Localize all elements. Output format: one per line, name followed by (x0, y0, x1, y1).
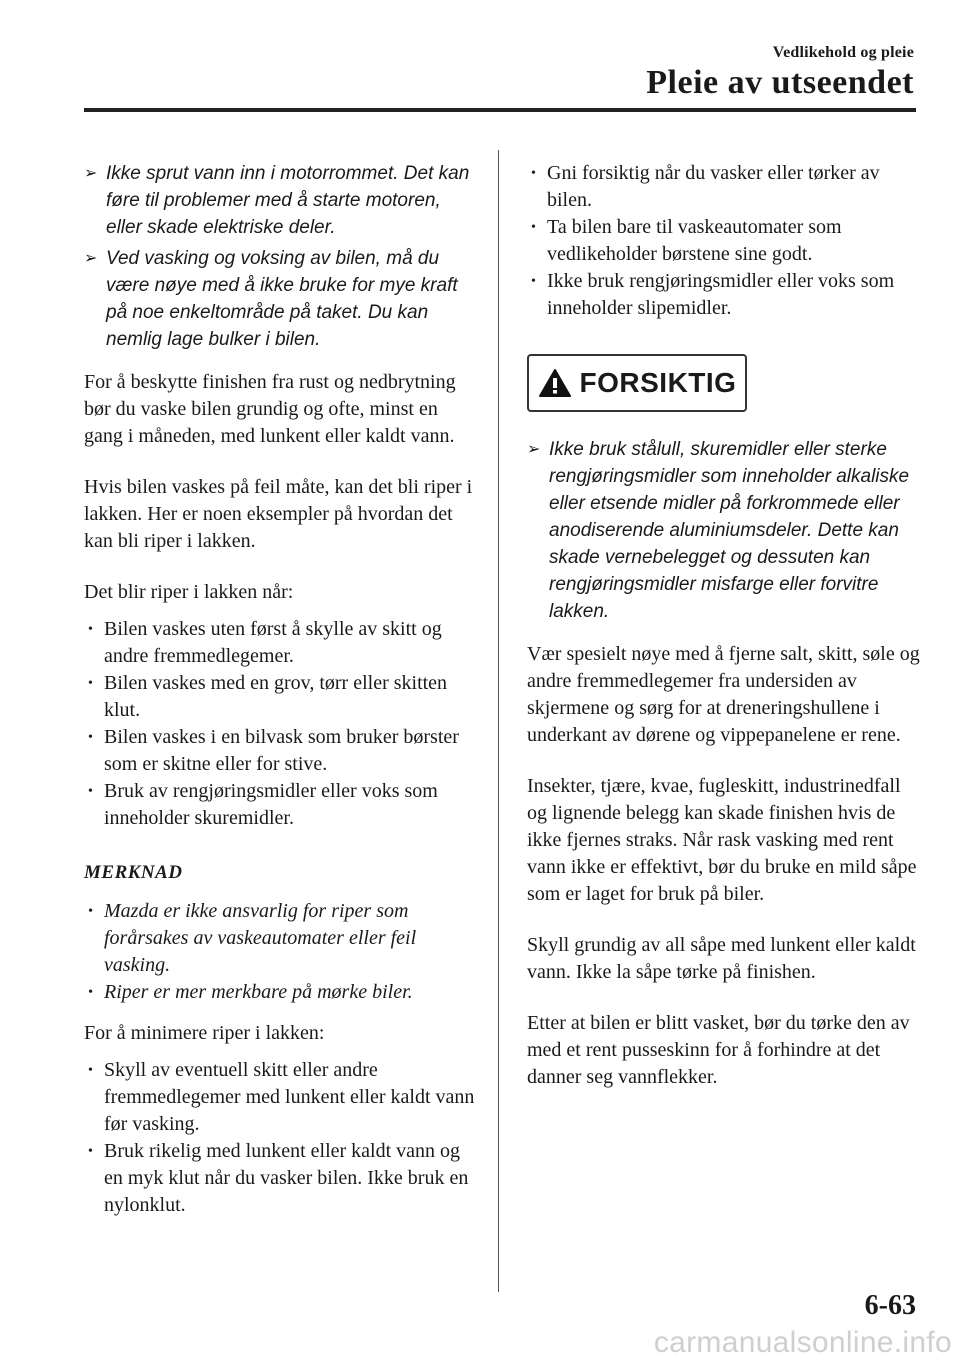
list-item-text: Bilen vaskes uten først å skylle av skitt og andre fremmedlegemer. (104, 618, 442, 667)
paragraph: Etter at bilen er blitt vasket, bør du tørke den av med et rent pusseskinn for å forhindre at det danner seg vannflekker. (527, 1012, 910, 1088)
section-title: Vedlikehold og pleie (772, 44, 914, 61)
washing-tips-list (527, 160, 922, 322)
paragraph: For å minimere riper i lakken: (84, 1022, 325, 1044)
arrow-right-icon: ➢ (527, 441, 541, 458)
list-item-text: Skyll av eventuell skitt eller andre fremmedlegemer med lunkent eller kaldt vann før vasking. (104, 1059, 475, 1135)
list-item-text: Bilen vaskes i en bilvask som bruker børster som er skitne eller for stive. (104, 726, 459, 775)
bullet-dot-icon: • (88, 1144, 93, 1159)
page-header (646, 44, 914, 102)
list-item (527, 268, 922, 322)
bullet-dot-icon: • (88, 784, 93, 799)
list-item (84, 1057, 476, 1138)
caution-warning-item (527, 436, 922, 625)
paragraph: Hvis bilen vaskes på feil måte, kan det bli riper i lakken. Her er noen eksempler på hvordan det kan bli riper i lakken. (84, 476, 473, 552)
left-column (84, 160, 476, 1243)
note-item (84, 979, 476, 1006)
bullet-dot-icon: • (88, 676, 93, 691)
list-item (84, 616, 476, 670)
paragraph: Skyll grundig av all såpe med lunkent eller kaldt vann. Ikke la såpe tørke på finishen. (527, 934, 916, 983)
list-item-text: Gni forsiktig når du vasker eller tørker av bilen. (547, 162, 880, 211)
warning-item (84, 245, 476, 353)
watermark: carmanualsonline.info (653, 1326, 952, 1359)
page-title: Pleie av utseendet (646, 64, 914, 101)
arrow-right-icon: ➢ (84, 165, 98, 182)
list-item (84, 670, 476, 724)
bullet-dot-icon: • (531, 220, 536, 235)
warning-text: Ved vasking og voksing av bilen, må du være nøye med å ikke bruke for mye kraft på noe enkeltområde på taket. Du kan nemlig lage bulker i bilen. (106, 248, 458, 350)
column-divider (498, 150, 499, 1292)
bullet-dot-icon: • (88, 730, 93, 745)
paragraph: Det blir riper i lakken når: (84, 581, 294, 603)
bullet-dot-icon: • (88, 1063, 93, 1078)
list-item-text: Ikke bruk rengjøringsmidler eller voks som inneholder slipemidler. (547, 270, 895, 319)
list-item (84, 724, 476, 778)
paragraph: Vær spesielt nøye med å fjerne salt, skitt, søle og andre fremmedlegemer fra undersiden av skjermene og sørg for at dreneringshullene i underkant av dørene og vippepanelene er rene. (527, 643, 920, 746)
note-text: Mazda er ikke ansvarlig for riper som forårsakes av vaskeautomater eller feil vasking. (104, 900, 417, 976)
scratch-causes-list (84, 616, 476, 832)
list-item (527, 160, 922, 214)
warning-text: Ikke sprut vann inn i motorrommet. Det kan føre til problemer med å starte motoren, eller skade elektriske deler. (106, 163, 470, 238)
list-item (527, 214, 922, 268)
list-item-text: Ta bilen bare til vaskeautomater som vedlikeholder børstene sine godt. (547, 216, 842, 265)
caution-label: FORSIKTIG (579, 367, 737, 398)
paragraph: Insekter, tjære, kvae, fugleskitt, industrinedfall og lignende belegg kan skade finishen hvis de ikke fjernes straks. Når rask vasking med rent vann ikke er effektivt, bør du bruke en mild såpe som er laget for bruk på biler. (527, 775, 917, 905)
warning-item (84, 160, 476, 241)
note-item (84, 898, 476, 979)
note-list (84, 898, 476, 1006)
list-item-text: Bruk rikelig med lunkent eller kaldt vann og en myk klut når du vasker bilen. Ikke bruk en nylonklut. (104, 1140, 469, 1216)
note-text: Riper er mer merkbare på mørke biler. (104, 981, 413, 1003)
minimize-tips-list (84, 1057, 476, 1219)
list-item-text: Bruk av rengjøringsmidler eller voks som inneholder skuremidler. (104, 780, 438, 829)
list-item (84, 778, 476, 832)
warning-text: Ikke bruk stålull, skuremidler eller sterke rengjøringsmidler som inneholder alkaliske eller etsende midler på forkrommede eller anodiserende aluminiumsdeler. Dette kan skade vernebelegget og dessuten kan rengjøringsmidler misfarge eller forvitre lakken. (549, 439, 910, 622)
page-number: 6-63 (864, 1290, 916, 1321)
note-heading: MERKNAD (84, 862, 183, 883)
paragraph: For å beskytte finishen fra rust og nedbrytning bør du vaske bilen grundig og ofte, minst en gang i måneden, med lunkent eller kaldt vann. (84, 371, 456, 447)
bullet-dot-icon: • (88, 985, 93, 1000)
warning-triangle-icon (538, 368, 572, 398)
right-column (527, 160, 922, 1115)
bullet-dot-icon: • (531, 166, 536, 181)
list-item (84, 1138, 476, 1219)
bullet-dot-icon: • (531, 274, 536, 289)
list-item-text: Bilen vaskes med en grov, tørr eller skitten klut. (104, 672, 448, 721)
bullet-dot-icon: • (88, 904, 93, 919)
arrow-right-icon: ➢ (84, 250, 98, 267)
bullet-dot-icon: • (88, 622, 93, 637)
header-rule (84, 108, 916, 112)
caution-box (527, 354, 747, 412)
